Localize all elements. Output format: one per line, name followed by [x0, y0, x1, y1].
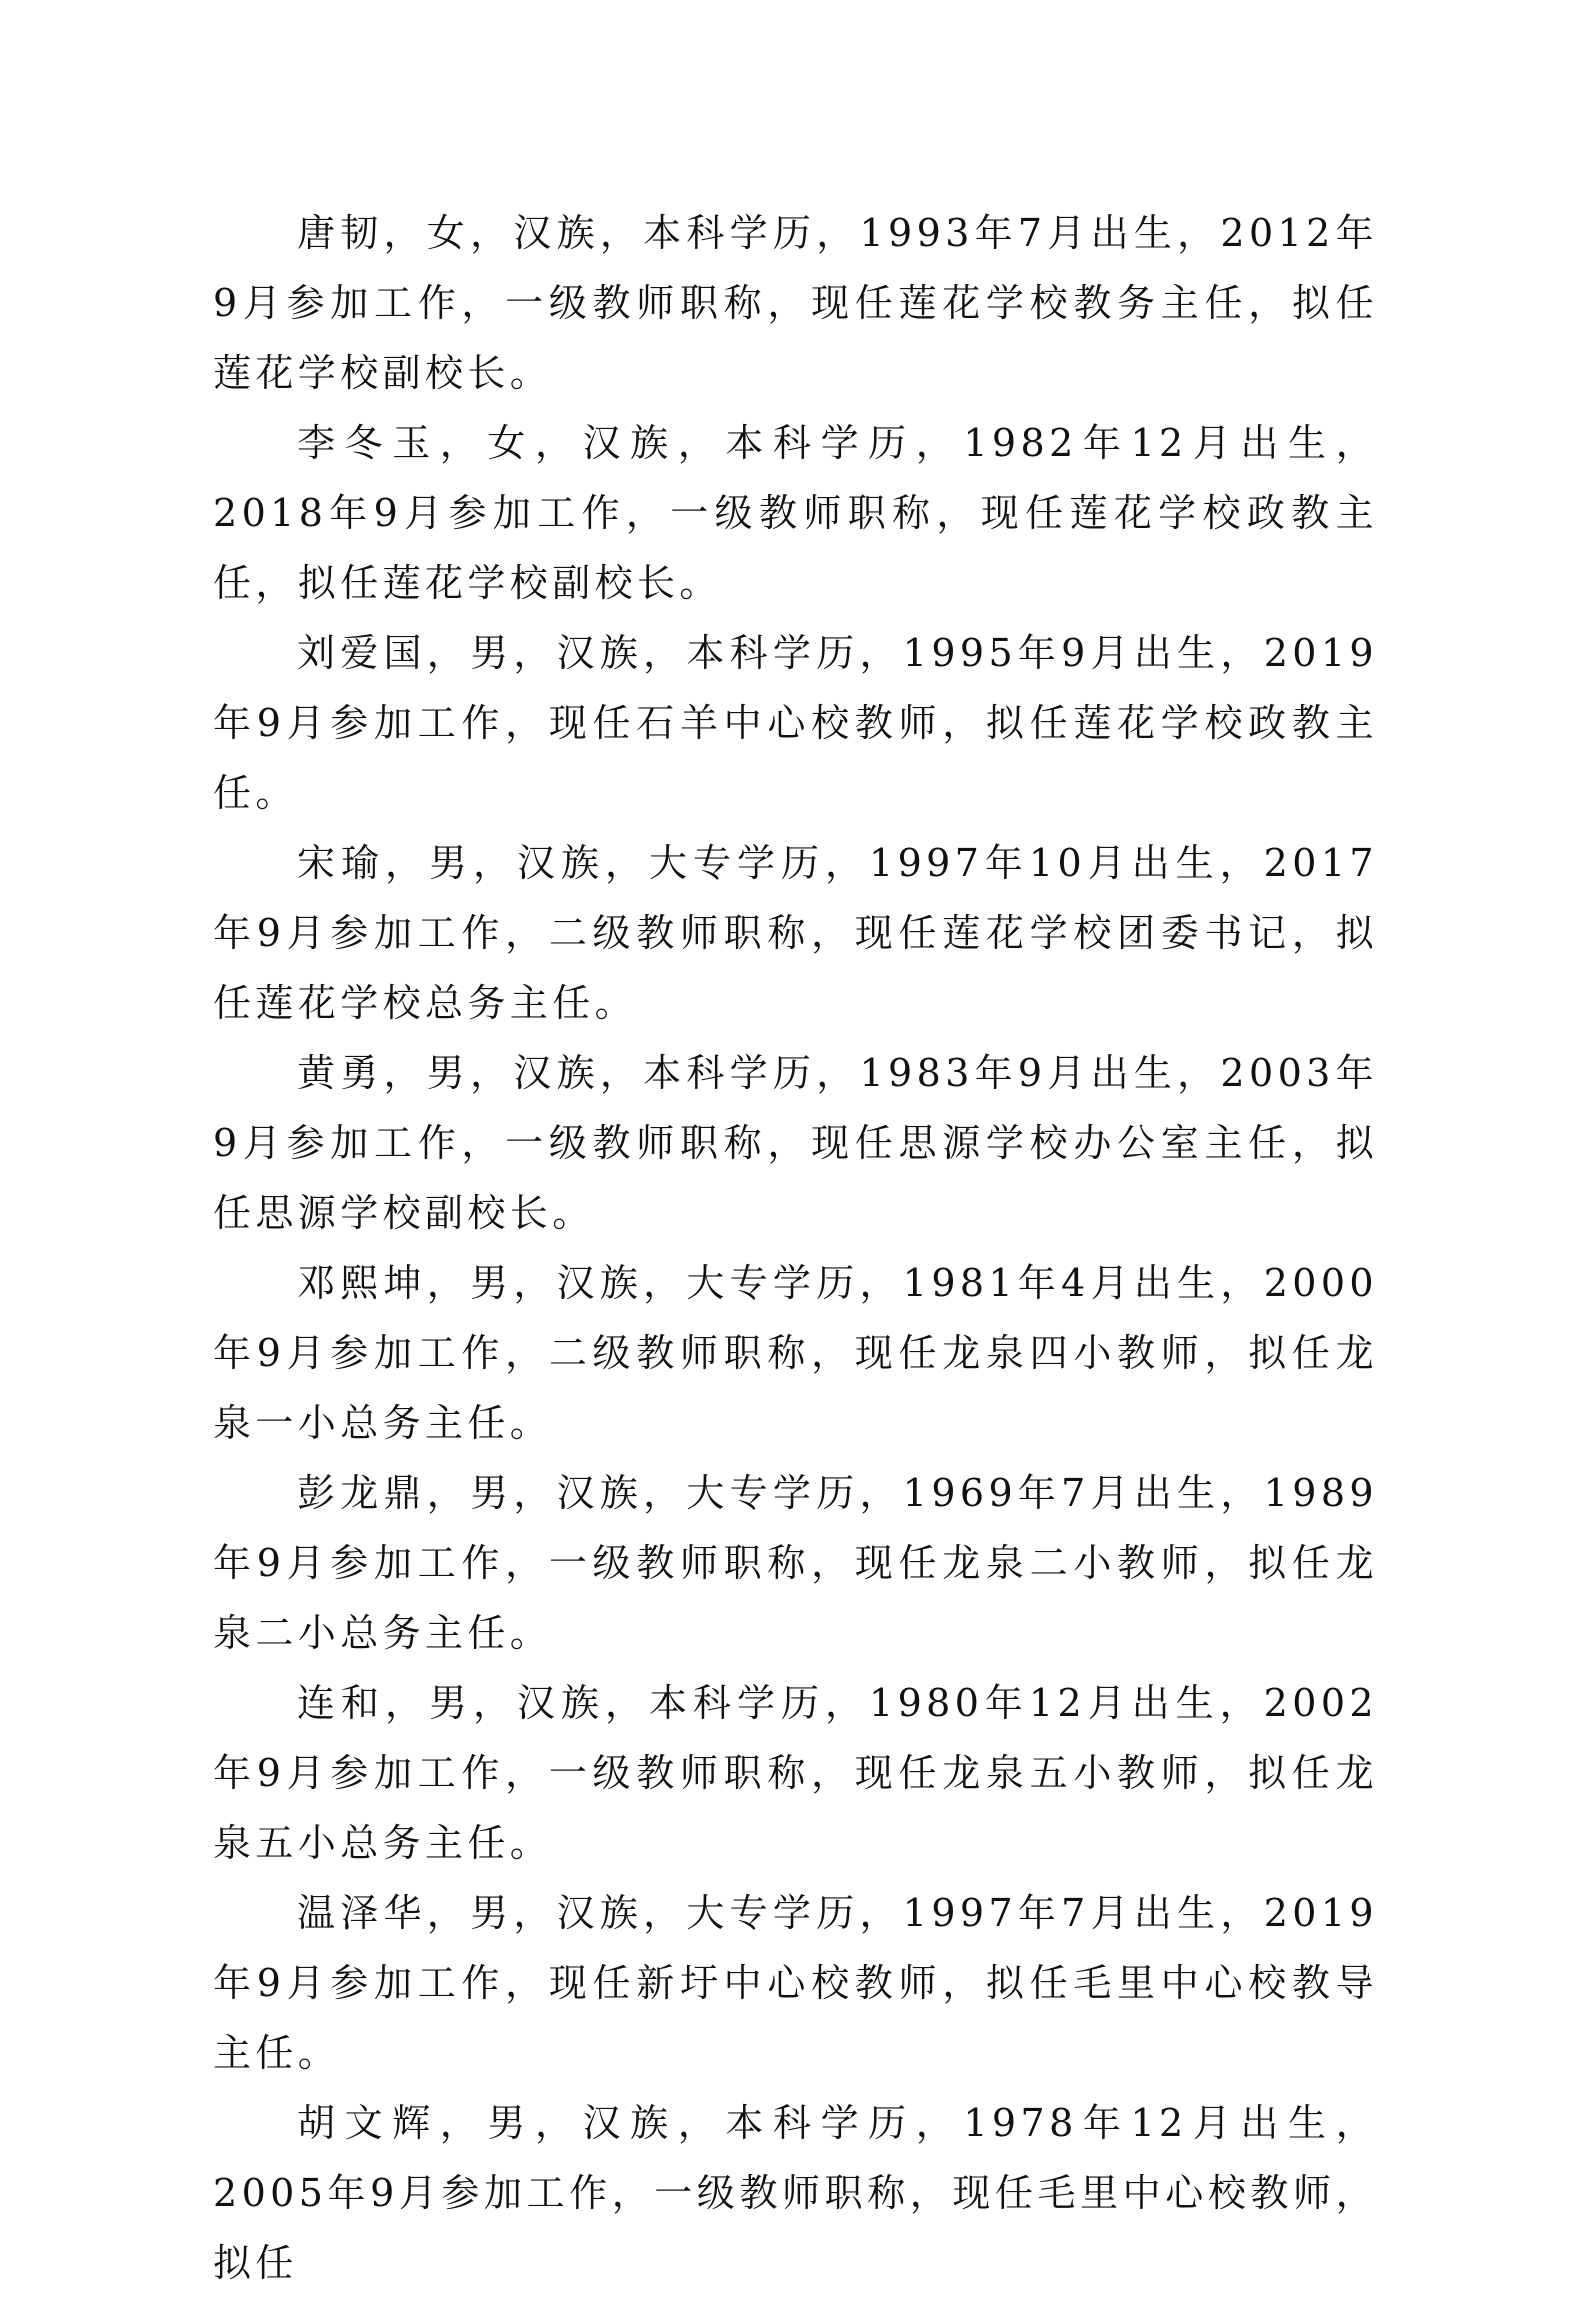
personnel-entry-liu-aiguo: 刘爱国，男，汉族，本科学历，1995年9月出生，2019年9月参加工作，现任石羊中心校教师，拟任莲花学校政教主任。	[213, 631, 1378, 815]
personnel-entry-song-yu: 宋瑜，男，汉族，大专学历，1997年10月出生，2017年9月参加工作，二级教师职称，现任莲花学校团委书记，拟任莲花学校总务主任。	[213, 841, 1378, 1025]
document-body	[213, 198, 1378, 2298]
personnel-entry-lian-he: 连和，男，汉族，本科学历，1980年12月出生，2002年9月参加工作，一级教师职称，现任龙泉五小教师，拟任龙泉五小总务主任。	[213, 1681, 1378, 1865]
personnel-entry-huang-yong: 黄勇，男，汉族，本科学历，1983年9月出生，2003年9月参加工作，一级教师职称，现任思源学校办公室主任，拟任思源学校副校长。	[213, 1051, 1378, 1235]
personnel-entry-deng-xikun: 邓熙坤，男，汉族，大专学历，1981年4月出生，2000年9月参加工作，二级教师职称，现任龙泉四小教师，拟任龙泉一小总务主任。	[213, 1261, 1378, 1445]
personnel-entry-peng-longding: 彭龙鼎，男，汉族，大专学历，1969年7月出生，1989年9月参加工作，一级教师职称，现任龙泉二小教师，拟任龙泉二小总务主任。	[213, 1471, 1378, 1655]
personnel-entry-li-dongyu: 李冬玉，女，汉族，本科学历，1982年12月出生，2018年9月参加工作，一级教师职称，现任莲花学校政教主任，拟任莲花学校副校长。	[213, 421, 1378, 605]
personnel-entry-tang-ren: 唐韧，女，汉族，本科学历，1993年7月出生，2012年9月参加工作，一级教师职称，现任莲花学校教务主任，拟任莲花学校副校长。	[213, 211, 1378, 395]
personnel-entry-hu-wenhui: 胡文辉，男，汉族，本科学历，1978年12月出生，2005年9月参加工作，一级教师职称，现任毛里中心校教师，拟任	[213, 2101, 1378, 2285]
personnel-entry-wen-zehua: 温泽华，男，汉族，大专学历，1997年7月出生，2019年9月参加工作，现任新圩中心校教师，拟任毛里中心校教导主任。	[213, 1891, 1378, 2075]
